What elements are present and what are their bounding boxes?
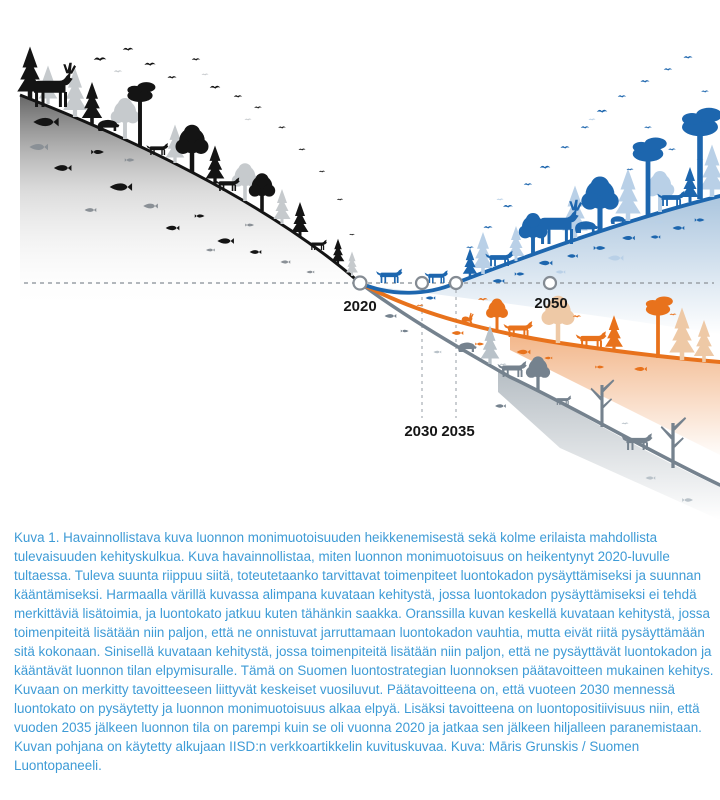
conifer-icon xyxy=(682,167,699,202)
conifer-icon xyxy=(615,169,641,222)
bird-icon xyxy=(144,63,155,66)
bear-cub-icon xyxy=(611,216,626,224)
caption-line: Luontopaneeli. xyxy=(14,758,102,773)
bird-icon xyxy=(622,423,629,425)
milestone-2020-marker xyxy=(354,277,367,290)
bird-icon xyxy=(210,86,221,89)
bird-icon xyxy=(483,226,492,228)
bird-icon xyxy=(278,126,286,128)
bird-icon xyxy=(497,199,504,201)
caption-line: tulevaisuuden kehityskulkua. Kuva havainnollistaa, miten luonnon monimuotoisuus on heikentynyt 2020-luvulle xyxy=(14,549,670,564)
bird-icon xyxy=(503,205,513,208)
milestone-2050-marker xyxy=(544,277,556,289)
tree-icon xyxy=(111,98,140,139)
year-label-2050: 2050 xyxy=(534,295,568,312)
bird-icon xyxy=(337,199,343,201)
bird-icon xyxy=(668,148,676,150)
caption-line: toimenpiteitä lisätään niin paljon, että ne onnistuvat jarruttamaan luontokadon vauhtia, mutta eivät riitä pysäyttämään xyxy=(14,625,705,640)
fish-icon xyxy=(452,331,464,335)
bird-icon xyxy=(500,364,507,366)
caption-line: sitä kokonaan. Sinisellä kuvataan kehitystä, jossa toimenpiteitä lisätään niin paljon, että ne pysäyttävät luontokadon ja xyxy=(14,644,712,659)
fish-icon xyxy=(475,342,484,345)
bird-icon xyxy=(245,119,252,121)
fish-icon xyxy=(426,296,436,299)
caption-line: Kuva 1. Havainnollistava kuva luonnon monimuotoisuuden heikkenemisestä sekä kolme erilaista mahdollista xyxy=(14,530,658,545)
conifer-icon xyxy=(473,232,493,274)
bird-icon xyxy=(560,146,569,148)
conifer-icon xyxy=(82,82,102,124)
fish-icon xyxy=(385,314,397,318)
bird-icon xyxy=(114,70,122,72)
bird-icon xyxy=(701,90,709,92)
year-label-2020: 2020 xyxy=(343,298,377,315)
caption-line: kääntämiseksi. Harmaalla värillä kuvassa alimpana kuvataan kehitystä, jossa luontokadon pysäyttämiseksi ei tehdä xyxy=(14,587,697,602)
caption-line: Kuvan pohjana on käytetty alkujaan IISD:n verkkoartikkelin kuvituskuvaa. Kuva: Māris Grunskis / Suomen xyxy=(14,739,640,754)
caption-line: luontokato on pysäytetty ja luonnon monimuotoisuus alkaa elpyä. Lisäksi tavoitteena on luontopositiivisuus niin, että xyxy=(14,701,700,716)
bear-icon xyxy=(575,221,598,233)
bird-icon xyxy=(234,95,242,97)
bird-icon xyxy=(664,68,672,70)
conifer-icon xyxy=(292,202,309,237)
bird-icon xyxy=(597,110,608,113)
bird-icon xyxy=(644,126,652,128)
wolf-icon xyxy=(376,269,402,283)
bird-icon xyxy=(202,74,209,76)
bird-icon xyxy=(589,119,596,121)
fish-icon xyxy=(433,351,441,354)
bird-icon xyxy=(524,183,532,185)
caption-line: vuoden 2035 jälkeen luonnon tila on parempi kuin se oli vuonna 2020 ja jatkaa sen jälkeen hiljalleen paranemistaan. xyxy=(14,720,702,735)
figure-caption xyxy=(14,528,716,775)
bird-icon xyxy=(683,56,692,58)
fish-icon xyxy=(401,330,409,333)
bird-icon xyxy=(167,76,176,78)
fish-icon xyxy=(495,404,506,408)
bird-icon xyxy=(123,48,134,51)
year-label-2035: 2035 xyxy=(441,423,475,440)
conifer-icon xyxy=(332,239,345,265)
caption-line: kääntävät luonnon tilan elpymisuralle. Tämä on Suomen luontostrategian luonnoksen päätavoitteen mukainen kehitys. xyxy=(14,663,714,678)
bird-icon xyxy=(349,234,355,235)
bird-icon xyxy=(299,149,306,151)
bird-icon xyxy=(581,126,589,128)
caption-line: merkittäviä lisätoimia, ja luontokato jatkuu kuten tähänkin saakka. Oranssilla kuvan keskellä kuvataan kehitystä, jossa xyxy=(14,606,710,621)
conifer-icon xyxy=(605,315,623,352)
bird-icon xyxy=(618,95,626,97)
bird-icon xyxy=(94,57,107,60)
conifer-icon xyxy=(463,248,477,278)
caption-line: tultaessa. Tuleva suunta riippuu siitä, toteutetaanko tarvittavat toimenpiteet luontokadon pysäyttämiseksi ja suunnan xyxy=(14,568,702,583)
bird-icon xyxy=(540,166,551,169)
caption-line: Kuvaan on merkitty tavoitteeseen liittyvät keskeiset vuosiluvut. Päätavoitteena on, että vuoteen 2030 mennessä xyxy=(14,682,675,697)
bird-icon xyxy=(192,58,200,60)
year-label-2030: 2030 xyxy=(404,423,438,440)
bird-icon xyxy=(254,106,262,108)
conifer-icon xyxy=(274,189,291,224)
conifer-icon xyxy=(346,252,358,277)
bird-icon xyxy=(466,246,474,248)
conifer-icon xyxy=(206,146,225,185)
bird-icon xyxy=(640,80,649,82)
milestone-2030-marker xyxy=(416,277,428,289)
rabbit-icon xyxy=(462,313,474,323)
milestone-2035-marker xyxy=(450,277,462,289)
bird-icon xyxy=(319,171,325,173)
